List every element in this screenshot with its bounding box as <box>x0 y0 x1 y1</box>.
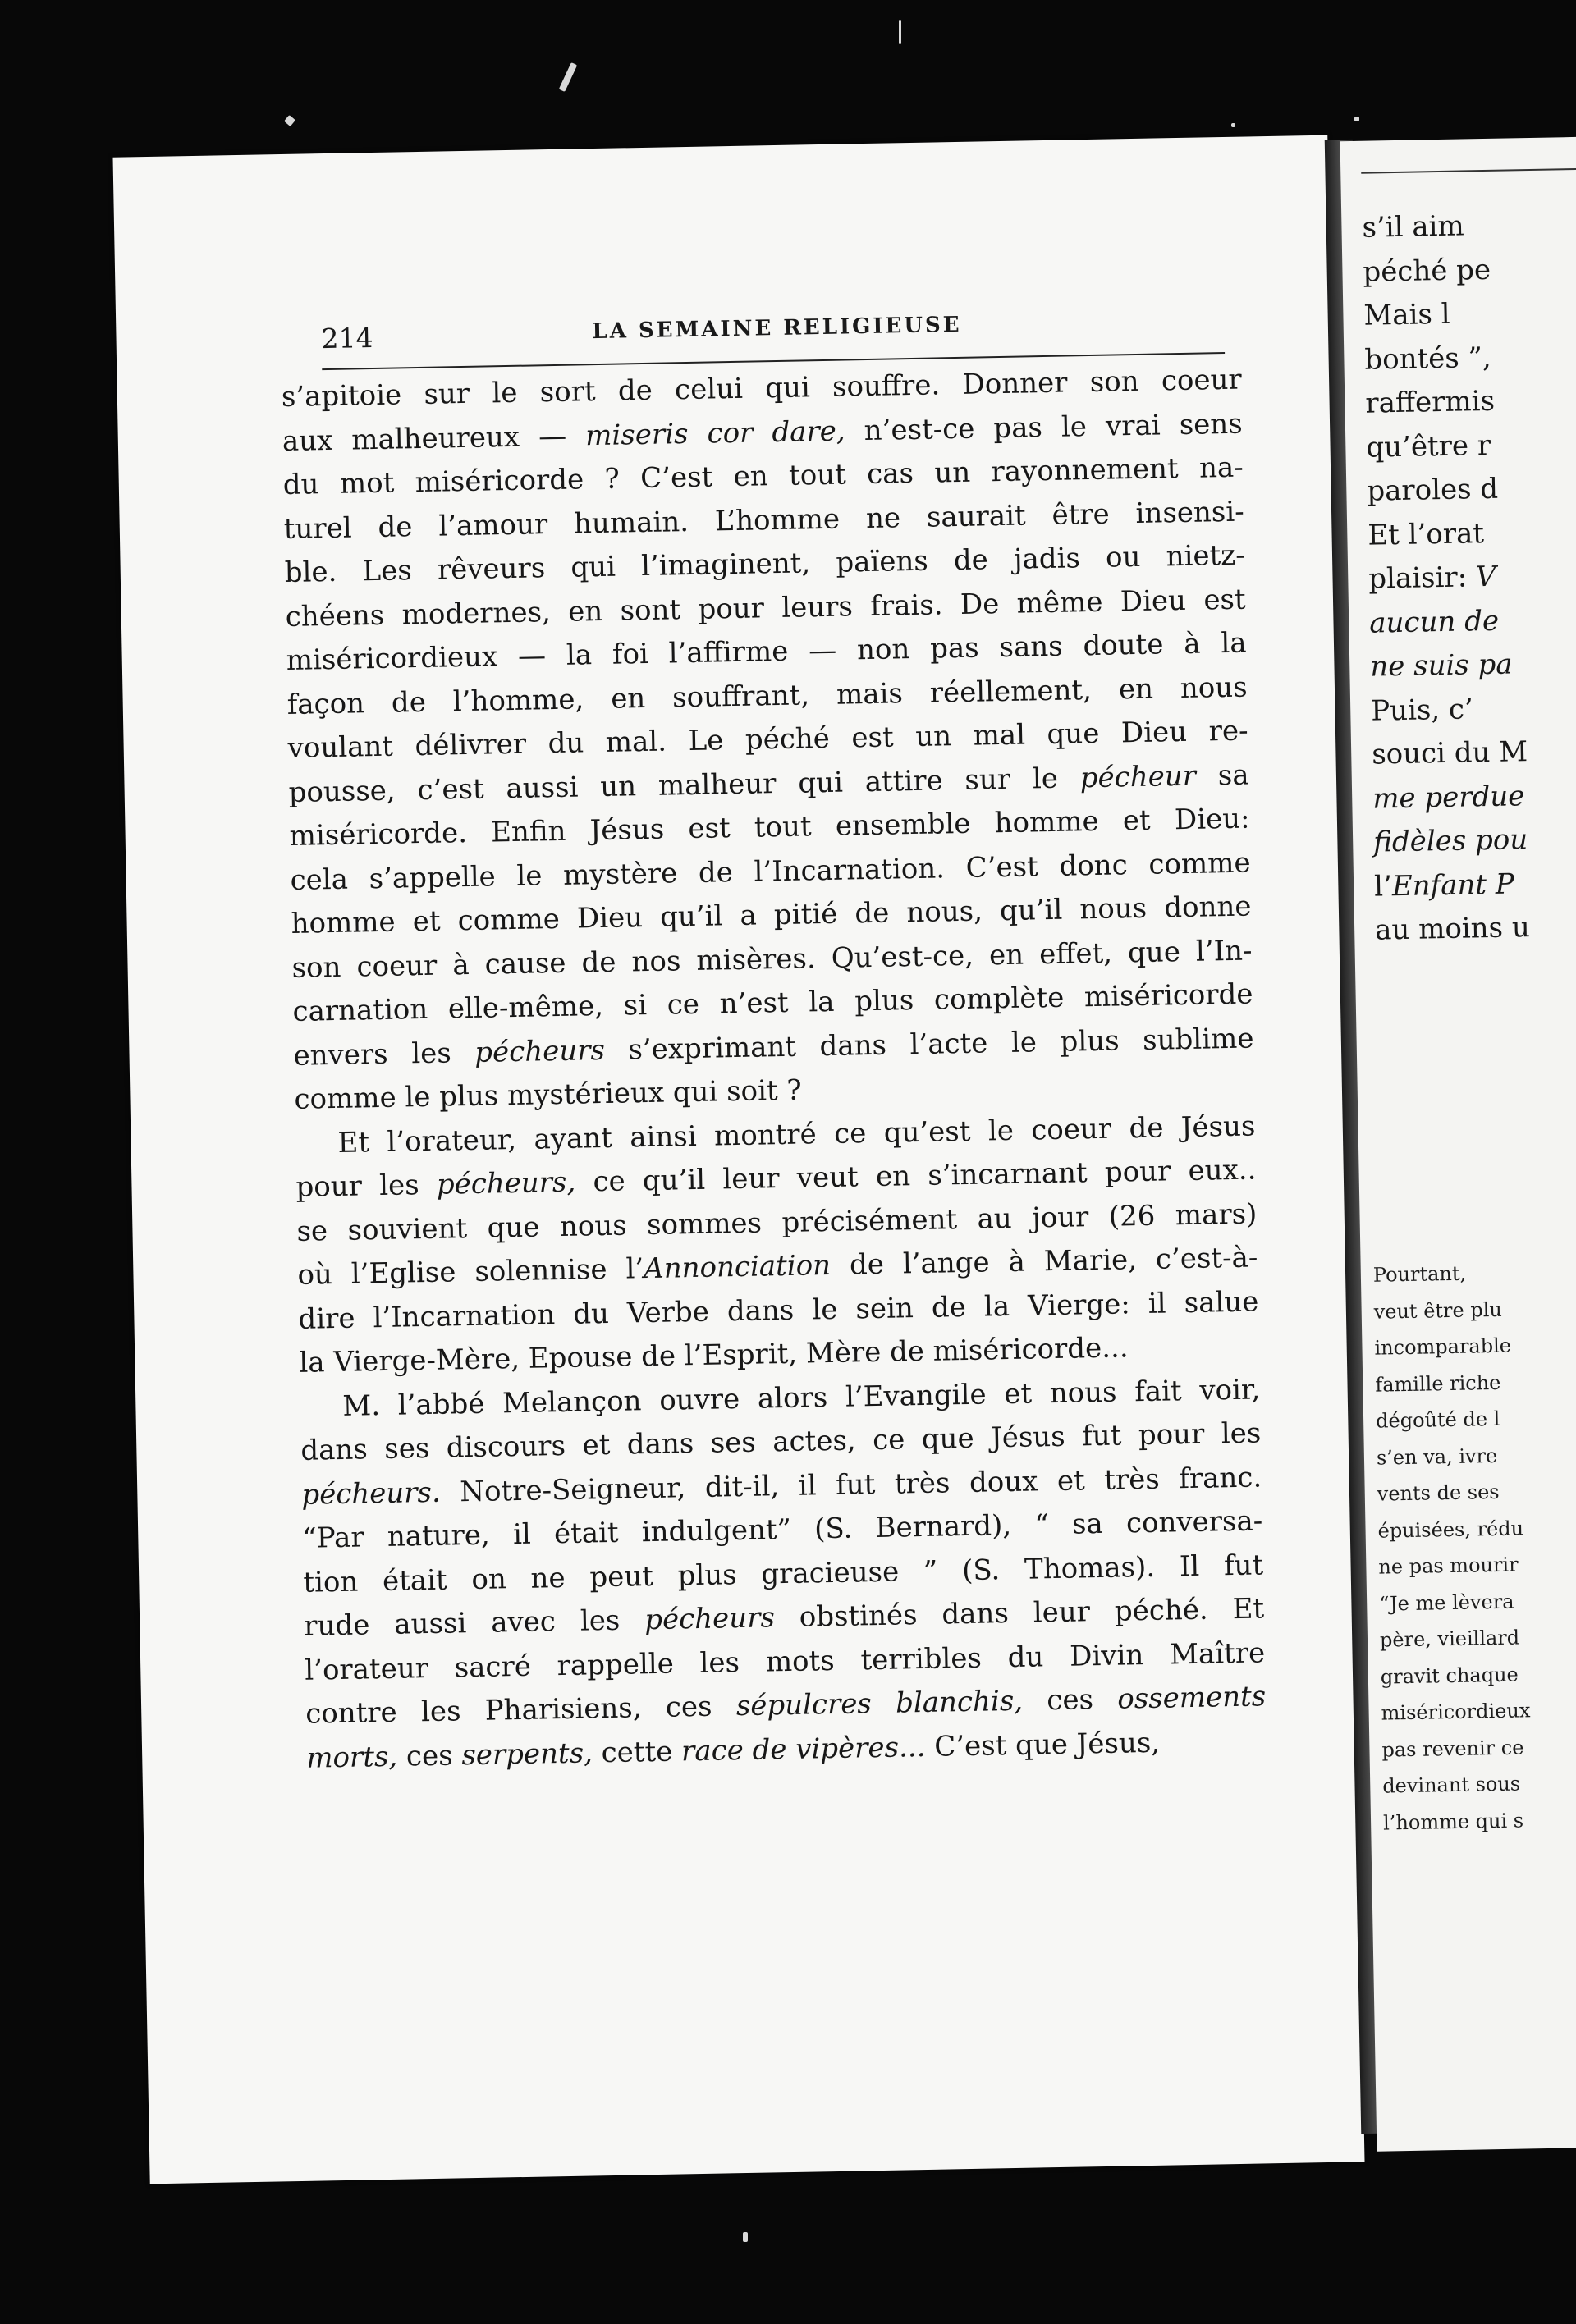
text-run: incomparable <box>1374 1334 1512 1360</box>
text-run: qu’être r <box>1366 428 1491 464</box>
text-run: de l’ange à Marie, c’est-à- <box>830 1241 1258 1282</box>
text-line <box>1371 685 1576 734</box>
text-run: devinant sous <box>1382 1772 1521 1798</box>
dust-speck <box>1231 123 1235 127</box>
text-run: s’en va, ivre <box>1376 1443 1498 1470</box>
text-run: l’ <box>1373 869 1393 904</box>
text-line <box>1372 729 1576 777</box>
text-run: ble. Les rêveurs qui l’imaginent, païens de jadis ou nietz- <box>284 538 1245 590</box>
text-line <box>1368 510 1576 558</box>
text-run: dégoûté de l <box>1375 1407 1500 1433</box>
text-run: morts, <box>305 1740 398 1775</box>
text-run: “Par nature, il était indulgent” (S. Bernard), “ sa conversa- <box>302 1504 1263 1555</box>
text-run: rude aussi avec les <box>303 1603 645 1643</box>
text-run: pousse, c’est aussi un malheur qui attire sur le <box>288 761 1081 809</box>
text-run: n’est-ce pas le vrai sens <box>845 407 1244 447</box>
text-line <box>1374 861 1576 909</box>
right-page-fragment <box>1340 136 1576 2151</box>
text-run: pécheurs. <box>301 1475 442 1512</box>
text-line <box>1381 1727 1576 1768</box>
text-run: obstinés dans leur péché. Et <box>774 1592 1265 1635</box>
text-run: vents de ses <box>1377 1480 1500 1506</box>
text-line <box>1378 1544 1576 1585</box>
text-line <box>1368 553 1576 602</box>
text-run: miséricordieux — la foi l’affirme — non pas sans doute à la <box>286 626 1247 677</box>
text-run: Enfant P <box>1391 867 1515 903</box>
text-line <box>1372 773 1576 821</box>
text-run: gravit chaque <box>1380 1663 1519 1689</box>
text-run: ossements <box>1116 1680 1267 1716</box>
running-title: LA SEMAINE RELIGIEUSE <box>592 312 962 345</box>
text-run: aux malheureux — <box>282 419 586 458</box>
text-run: pécheurs <box>474 1033 606 1069</box>
text-line <box>1375 1362 1576 1403</box>
text-run: Et l’orat <box>1367 516 1485 552</box>
text-run: M. l’abbé Melançon ouvre alors l’Evangile et nous fait voir, <box>342 1372 1261 1423</box>
text-run: pécheur <box>1079 759 1197 794</box>
text-run: au moins u <box>1374 911 1531 947</box>
text-run: la Vierge-Mère, Epouse de l’Esprit, Mère de miséricorde... <box>299 1331 1129 1379</box>
text-run: contre les Pharisiens, ces <box>305 1690 737 1731</box>
text-run: raffermis <box>1365 384 1496 420</box>
text-run: ces <box>396 1738 462 1773</box>
text-run: se souvient que nous sommes précisément au jour (26 mars) <box>296 1196 1258 1248</box>
text-run: pour les <box>296 1168 438 1204</box>
text-run: l’orateur sacré rappelle les mots terribles du Divin Maître <box>304 1635 1266 1687</box>
text-run: paroles d <box>1367 472 1499 508</box>
left-page <box>112 135 1364 2184</box>
text-run: voulant délivrer du mal. Le péché est un mal que Dieu re- <box>287 714 1248 765</box>
text-run: l’homme qui s <box>1382 1808 1524 1835</box>
text-line <box>1380 1617 1576 1658</box>
text-line <box>1367 465 1576 514</box>
text-line <box>1376 1398 1576 1439</box>
text-run: dire l’Incarnation du Verbe dans le sein de la Vierge: il salue <box>298 1284 1259 1336</box>
text-run: façon de l’homme, en souffrant, mais réellement, en nous <box>286 670 1248 721</box>
text-run: souci du M <box>1371 735 1528 771</box>
dust-speck <box>284 115 296 126</box>
text-run: du mot miséricorde ? C’est en tout cas un rayonnement na- <box>282 451 1244 502</box>
text-line <box>1379 1581 1576 1622</box>
text-run: Mais l <box>1363 297 1450 332</box>
text-line <box>1383 1800 1576 1841</box>
text-run: s’exprimant dans l’acte le plus sublime <box>604 1021 1254 1067</box>
text-run: miséricordieux <box>1381 1699 1531 1725</box>
text-line <box>1372 1252 1576 1293</box>
dust-speck <box>559 62 577 92</box>
text-run: famille riche <box>1375 1370 1501 1397</box>
text-run: sépulcres blanchis, <box>735 1684 1024 1723</box>
text-run: homme et comme Dieu qu’il a pitié de nous, qu’il nous donne <box>291 890 1252 940</box>
text-line <box>1381 1690 1576 1732</box>
text-line <box>1365 377 1576 426</box>
text-run: ce qu’il leur veut en s’incarnant pour eux.. <box>575 1153 1257 1199</box>
text-line <box>1377 1471 1576 1512</box>
text-run: race de vipères... <box>680 1730 926 1768</box>
text-run: C’est que Jésus, <box>925 1726 1161 1764</box>
text-run: s’il aim <box>1362 209 1465 245</box>
text-line <box>1363 290 1576 338</box>
text-run: dans ses discours et dans ses actes, ce que Jésus fut pour les <box>300 1416 1262 1467</box>
text-run: cette <box>592 1734 682 1769</box>
text-run: s’apitoie sur le sort de celui qui souffre. Donner son coeur <box>281 363 1243 414</box>
text-run: me perdue <box>1372 779 1525 816</box>
text-run: envers les <box>293 1036 475 1073</box>
text-line <box>1382 1764 1576 1805</box>
text-run: père, vieillard <box>1379 1626 1520 1652</box>
text-run: sa <box>1195 758 1249 793</box>
text-run: fidèles pou <box>1372 823 1528 859</box>
text-run: carnation elle-même, si ce n’est la plus complète miséricorde <box>292 977 1253 1028</box>
dust-speck <box>1354 117 1359 121</box>
text-run: “Je me lèvera <box>1378 1590 1514 1616</box>
text-run: plaisir: <box>1368 560 1477 596</box>
text-line <box>1375 904 1576 953</box>
text-line <box>1373 1289 1576 1330</box>
text-run: bontés ”, <box>1364 341 1492 377</box>
text-run: Notre-Seigneur, dit-il, il fut très doux et très franc. <box>440 1460 1262 1509</box>
body-text <box>281 359 1267 1781</box>
text-run: chéens modernes, en sont pour leurs frais. De même Dieu est <box>285 583 1246 634</box>
right-header-rule <box>1361 167 1576 173</box>
text-run: péché pe <box>1363 253 1491 289</box>
right-page-notes <box>1372 1252 1576 1841</box>
text-run: épuisées, rédu <box>1377 1516 1524 1543</box>
text-run: turel de l’amour humain. L’homme ne saurait être insensi- <box>283 495 1244 546</box>
text-run: veut être plu <box>1373 1297 1503 1324</box>
dust-speck <box>899 20 901 44</box>
right-page-text <box>1362 202 1576 953</box>
text-run: Pourtant, <box>1372 1261 1467 1287</box>
text-run: ne pas mourir <box>1378 1553 1519 1579</box>
text-run: miseris cor dare, <box>584 414 845 452</box>
text-line <box>1377 1508 1576 1549</box>
text-line <box>1364 334 1576 382</box>
page-number: 214 <box>321 321 373 355</box>
text-run: pécheurs, <box>436 1165 576 1201</box>
text-line <box>1362 202 1576 250</box>
running-head <box>321 301 1225 367</box>
text-line <box>1363 246 1576 295</box>
text-run: miséricorde. Enfin Jésus est tout ensemble homme et Dieu: <box>289 802 1250 853</box>
text-line <box>1380 1654 1576 1695</box>
text-run: V <box>1475 560 1496 594</box>
text-run: Annonciation <box>643 1248 832 1286</box>
text-run: ces <box>1022 1682 1118 1718</box>
text-run: Et l’orateur, ayant ainsi montré ce qu’est le coeur de Jésus <box>337 1109 1256 1160</box>
text-line <box>1370 641 1576 689</box>
text-line <box>1377 1435 1576 1476</box>
text-run: ne suis pa <box>1369 647 1513 684</box>
text-run: aucun de <box>1368 604 1500 640</box>
text-line <box>1366 422 1576 470</box>
text-run: serpents, <box>461 1736 593 1772</box>
text-run: son coeur à cause de nos misères. Qu’est-ce, en effet, que l’In- <box>291 933 1253 985</box>
text-run: où l’Eglise solennise l’ <box>297 1252 644 1292</box>
text-run: tion était on ne peut plus gracieuse ” (S. Thomas). Il fut <box>302 1548 1264 1599</box>
text-run: cela s’appelle le mystère de l’Incarnation. C’est donc comme <box>290 846 1251 897</box>
text-run: Puis, c’ <box>1370 692 1474 728</box>
text-line <box>1373 817 1576 865</box>
dust-speck <box>743 2232 748 2242</box>
text-run: pécheurs <box>644 1601 776 1637</box>
text-run: comme le plus mystérieux qui soit ? <box>294 1073 803 1116</box>
text-line <box>1374 1325 1576 1366</box>
text-line <box>1369 597 1576 646</box>
text-run: pas revenir ce <box>1381 1735 1524 1762</box>
